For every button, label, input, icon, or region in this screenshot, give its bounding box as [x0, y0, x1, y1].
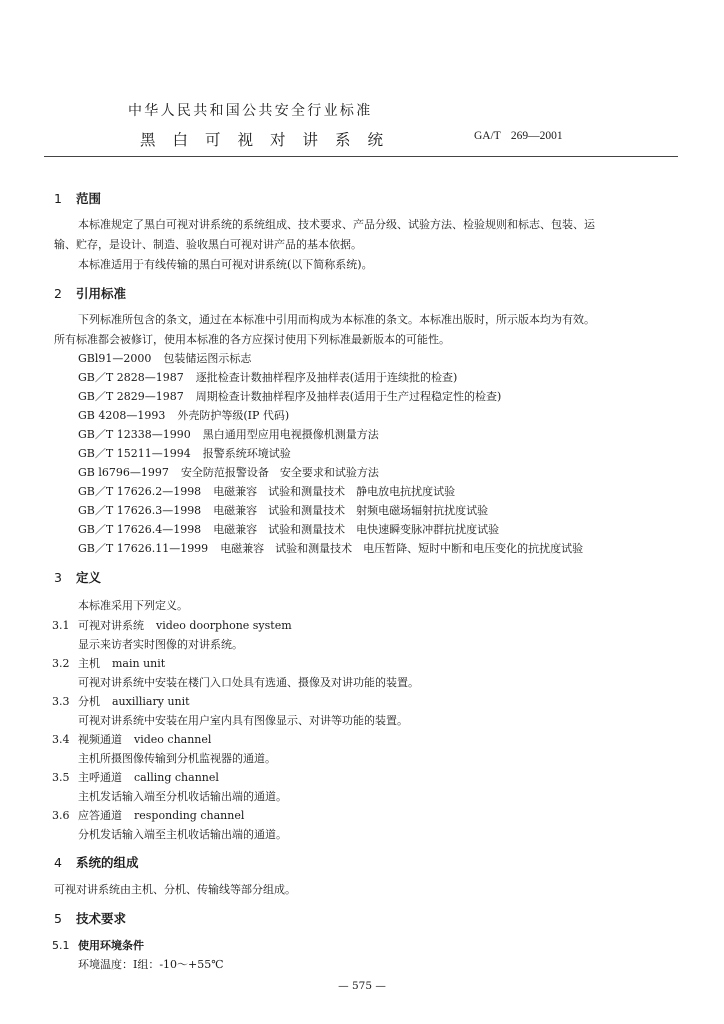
section-1-title: 范围: [76, 191, 102, 206]
reference-code: GB／T 17626.2—1998: [78, 485, 202, 498]
section-2-title: 引用标准: [76, 286, 127, 301]
term-heading: [52, 693, 190, 709]
section-3-number: 3: [54, 570, 62, 585]
term-english: calling channel: [134, 771, 219, 784]
section-2-paragraph-line-1: 下列标准所包含的条文，通过在本标准中引用而构成为本标准的条文。本标准出版时，所示版本均为有效。: [78, 313, 595, 326]
term-heading: [52, 731, 211, 747]
section-4-title: 系统的组成: [76, 855, 139, 870]
page-number: — 575 —: [338, 980, 386, 992]
reference-title: 电磁兼容 试验和测量技术 电压暂降、短时中断和电压变化的抗扰度试验: [220, 542, 584, 555]
section-3-title: 定义: [76, 570, 102, 585]
term-definition: 主机发话输入端至分机收话输出端的通道。: [78, 790, 287, 803]
term-english: video channel: [134, 733, 212, 746]
section-1-number: 1: [54, 191, 62, 206]
term-english: auxilliary unit: [112, 695, 190, 708]
term-chinese: 主机: [78, 657, 100, 670]
reference-code: GB／T 12338—1990: [78, 428, 191, 441]
section-5-heading: [54, 909, 126, 927]
reference-item: [78, 483, 455, 499]
reference-title: 报警系统环境试验: [202, 447, 291, 460]
reference-title: 外壳防护等级(IP 代码): [177, 409, 290, 422]
term-english: main unit: [112, 657, 166, 670]
term-definition: 可视对讲系统中安装在用户室内具有图像显示、对讲等功能的装置。: [78, 714, 408, 727]
reference-code: GB／T 15211—1994: [78, 447, 191, 460]
section-3-intro: 本标准采用下列定义。: [78, 599, 188, 612]
section-4-number: 4: [54, 855, 62, 870]
section-4-heading: [54, 853, 139, 871]
subsection-5-1-heading: [52, 937, 144, 953]
section-3-heading: [54, 568, 101, 586]
header-org-title: 中华人民共和国公共安全行业标准: [128, 103, 373, 119]
term-number: 3.6: [52, 809, 70, 822]
term-heading: [52, 617, 292, 633]
reference-item: [78, 388, 501, 404]
reference-item: [78, 407, 289, 423]
reference-code: GB／T 17626.11—1999: [78, 542, 209, 555]
standard-number: [474, 130, 563, 142]
term-number: 3.2: [52, 657, 70, 670]
section-5-number: 5: [54, 911, 62, 926]
section-2-paragraph-line-2: 所有标准都会被修订，使用本标准的各方应探讨使用下列标准最新版本的可能性。: [54, 333, 450, 346]
term-number: 3.5: [52, 771, 70, 784]
reference-code: GB l6796—1997: [78, 466, 169, 479]
reference-code: GB／T 2829—1987: [78, 390, 184, 403]
reference-item: [78, 369, 457, 385]
reference-item: [78, 502, 488, 518]
reference-code: GBl91—2000: [78, 352, 152, 365]
section-2-number: 2: [54, 286, 62, 301]
term-heading: [52, 769, 219, 785]
term-chinese: 分机: [78, 695, 100, 708]
subsection-5-1-number: 5.1: [52, 939, 70, 952]
reference-title: 电磁兼容 试验和测量技术 电快速瞬变脉冲群抗扰度试验: [213, 523, 500, 536]
reference-title: 逐批检查计数抽样程序及抽样表(适用于连续批的检查): [195, 371, 458, 384]
reference-title: 电磁兼容 试验和测量技术 射频电磁场辐射抗扰度试验: [213, 504, 489, 517]
term-english: video doorphone system: [156, 619, 292, 632]
reference-title: 电磁兼容 试验和测量技术 静电放电抗扰度试验: [213, 485, 456, 498]
term-heading: [52, 807, 244, 823]
document-title: 黑白可视对讲系统: [140, 131, 401, 149]
reference-item: [78, 540, 583, 556]
reference-item: [78, 464, 379, 480]
section-1-paragraph-1-line-2: 输、贮存，是设计、制造、验收黑白可视对讲产品的基本依据。: [54, 238, 362, 251]
term-definition: 可视对讲系统中安装在楼门入口处具有选通、摄像及对讲功能的装置。: [78, 676, 419, 689]
term-definition: 分机发话输入端至主机收话输出端的通道。: [78, 828, 287, 841]
term-heading: [52, 655, 165, 671]
section-5-title: 技术要求: [76, 911, 127, 926]
section-4-paragraph: 可视对讲系统由主机、分机、传输线等部分组成。: [54, 883, 296, 896]
section-2-heading: [54, 284, 126, 302]
reference-item: [78, 521, 499, 537]
section-1-paragraph-2: 本标准适用于有线传输的黑白可视对讲系统(以下简称系统)。: [78, 258, 373, 271]
term-definition: 显示来访者实时图像的对讲系统。: [78, 638, 243, 651]
reference-title: 黑白通用型应用电视摄像机测量方法: [202, 428, 379, 441]
term-number: 3.3: [52, 695, 70, 708]
header-divider: [44, 156, 678, 157]
term-number: 3.4: [52, 733, 70, 746]
reference-code: GB 4208—1993: [78, 409, 166, 422]
section-1-heading: [54, 189, 101, 207]
subsection-5-1-paragraph: 环境温度：Ⅰ组：-10～+55℃: [78, 958, 224, 971]
term-english: responding channel: [134, 809, 245, 822]
term-definition: 主机所摄图像传输到分机监视器的通道。: [78, 752, 276, 765]
subsection-5-1-title: 使用环境条件: [78, 939, 144, 952]
reference-item: [78, 350, 251, 366]
reference-code: GB／T 17626.4—1998: [78, 523, 202, 536]
term-chinese: 视频通道: [78, 733, 122, 746]
reference-item: [78, 426, 379, 442]
term-number: 3.1: [52, 619, 70, 632]
term-chinese: 可视对讲系统: [78, 619, 144, 632]
standard-code: GA/T: [474, 130, 501, 142]
reference-code: GB／T 17626.3—1998: [78, 504, 202, 517]
reference-item: [78, 445, 291, 461]
reference-title: 包装储运图示标志: [163, 352, 252, 365]
standard-number-value: 269—2001: [510, 130, 563, 142]
term-chinese: 主呼通道: [78, 771, 122, 784]
reference-code: GB／T 2828—1987: [78, 371, 184, 384]
term-chinese: 应答通道: [78, 809, 122, 822]
reference-title: 周期检查计数抽样程序及抽样表(适用于生产过程稳定性的检查): [195, 390, 502, 403]
reference-title: 安全防范报警设备 安全要求和试验方法: [180, 466, 379, 479]
section-1-paragraph-1-line-1: 本标准规定了黑白可视对讲系统的系统组成、技术要求、产品分级、试验方法、检验规则和标志、包装、运: [78, 218, 595, 231]
